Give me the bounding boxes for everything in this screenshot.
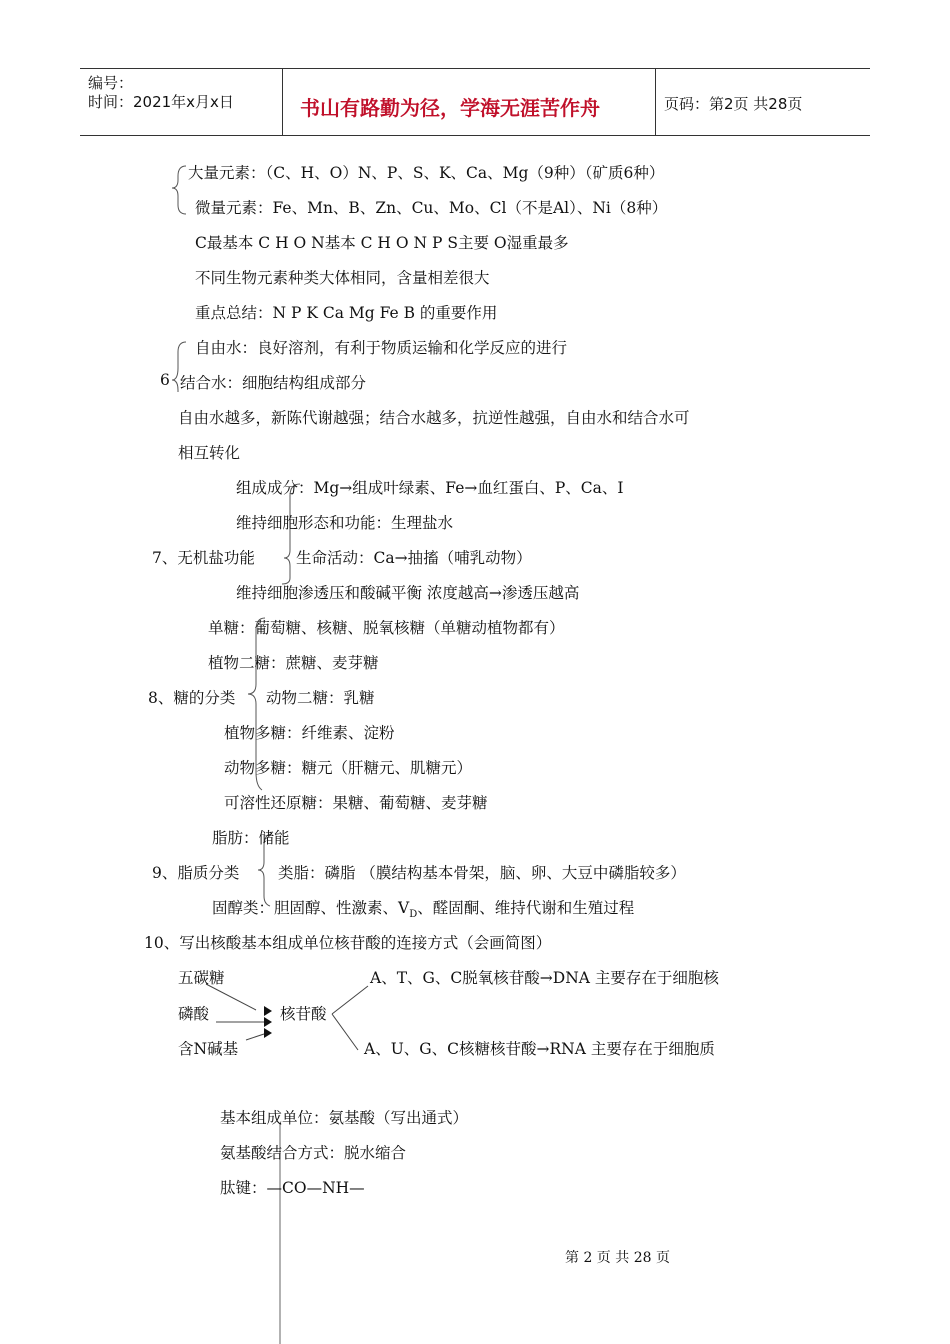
page-footer: 第 2 页 共 28 页	[565, 1250, 670, 1266]
line-micro-elements: 微量元素：Fe、Mn、B、Zn、Cu、Mo、Cl（不是Al）、Ni（8种）	[195, 199, 668, 217]
line-water-conversion: 相互转化	[178, 444, 241, 462]
line-to-rna	[332, 1014, 358, 1050]
line-plant-polysaccharide: 植物多糖：纤维素、淀粉	[224, 724, 395, 742]
line-reducing-sugar: 可溶性还原糖：果糖、葡萄糖、麦芽糖	[224, 794, 488, 812]
line-salt-osmotic: 维持细胞渗透压和酸碱平衡 浓度越高→渗透压越高	[236, 584, 580, 602]
node-rna: A、U、G、C核糖核苷酸→RNA 主要存在于细胞质	[364, 1040, 715, 1058]
line-base	[246, 1034, 264, 1040]
line-salt-life-activity: 生命活动：Ca→抽搐（哺乳动物）	[296, 549, 532, 567]
node-pentose: 五碳糖	[178, 969, 225, 987]
line-key-summary: 重点总结：N P K Ca Mg Fe B 的重要作用	[195, 304, 498, 322]
section-title-sugar: 8、糖的分类	[148, 689, 236, 707]
section-title-salt: 7、无机盐功能	[152, 549, 255, 567]
brace-elements	[172, 166, 186, 214]
line-sterol	[212, 896, 634, 920]
section-title-lipid: 9、脂质分类	[152, 864, 240, 882]
sterol-subscript: D	[409, 909, 418, 921]
section-title-nucleotide: 10、写出核酸基本组成单位核苷酸的连接方式（会画简图）	[144, 934, 552, 952]
line-plant-disaccharide: 植物二糖：蔗糖、麦芽糖	[208, 654, 379, 672]
line-animal-polysaccharide: 动物多糖：糖元（肝糖元、肌糖元）	[224, 759, 473, 777]
document-number-label: 编号：	[88, 74, 134, 92]
line-macro-elements: 大量元素：（C、H、O）N、P、S、K、Ca、Mg（9种）（矿质6种）	[188, 164, 665, 182]
section-number-6: 6	[160, 371, 170, 389]
node-dna: A、T、G、C脱氧核苷酸→DNA 主要存在于细胞核	[370, 969, 719, 987]
document-time-label: 时间：2021年x月x日	[88, 93, 234, 111]
line-peptide-bond: 肽键：—CO—NH—	[220, 1179, 365, 1197]
line-salt-composition: 组成成分：Mg→组成叶绿素、Fe→血红蛋白、P、Ca、I	[236, 479, 624, 497]
line-protein-bonding: 氨基酸结合方式：脱水缩合	[220, 1144, 407, 1162]
sterol-text-post: 、醛固酮、维持代谢和生殖过程	[417, 899, 635, 917]
node-base: 含N碱基	[178, 1040, 239, 1058]
line-element-diversity: 不同生物元素种类大体相同，含量相差很大	[195, 269, 490, 287]
line-basic-elements: C最基本 C H O N基本 C H O N P S主要 O湿重最多	[195, 234, 569, 252]
line-to-dna	[332, 986, 368, 1014]
arrow-3	[264, 1028, 272, 1038]
brace-salt	[282, 484, 300, 584]
arrow-2	[264, 1017, 272, 1027]
line-water-relation: 自由水越多，新陈代谢越强；结合水越多，抗逆性越强，自由水和结合水可	[178, 409, 690, 427]
header-page-info: 页码：第2页 共28页	[664, 95, 803, 113]
node-phosphate: 磷酸	[178, 1005, 210, 1023]
arrow-1	[264, 1006, 272, 1016]
line-free-water: 自由水：良好溶剂，有利于物质运输和化学反应的进行	[195, 339, 568, 357]
line-salt-cell-form: 维持细胞形态和功能：生理盐水	[236, 514, 454, 532]
line-animal-disaccharide: 动物二糖：乳糖	[266, 689, 375, 707]
line-fat: 脂肪：储能	[212, 829, 290, 847]
sterol-text-pre: 固醇类：胆固醇、性激素、V	[212, 899, 410, 917]
line-phospholipid: 类脂：磷脂 （膜结构基本骨架，脑、卵、大豆中磷脂较多）	[278, 864, 686, 882]
line-bound-water: 结合水：细胞结构组成部分	[180, 374, 367, 392]
line-monosaccharide: 单糖：葡萄糖、核糖、脱氧核糖（单糖动植物都有）	[208, 619, 565, 637]
header-slogan: 书山有路勤为径，学海无涯苦作舟	[300, 96, 600, 120]
line-protein-unit: 基本组成单位：氨基酸（写出通式）	[220, 1109, 469, 1127]
node-nucleotide: 核苷酸	[280, 1005, 327, 1023]
